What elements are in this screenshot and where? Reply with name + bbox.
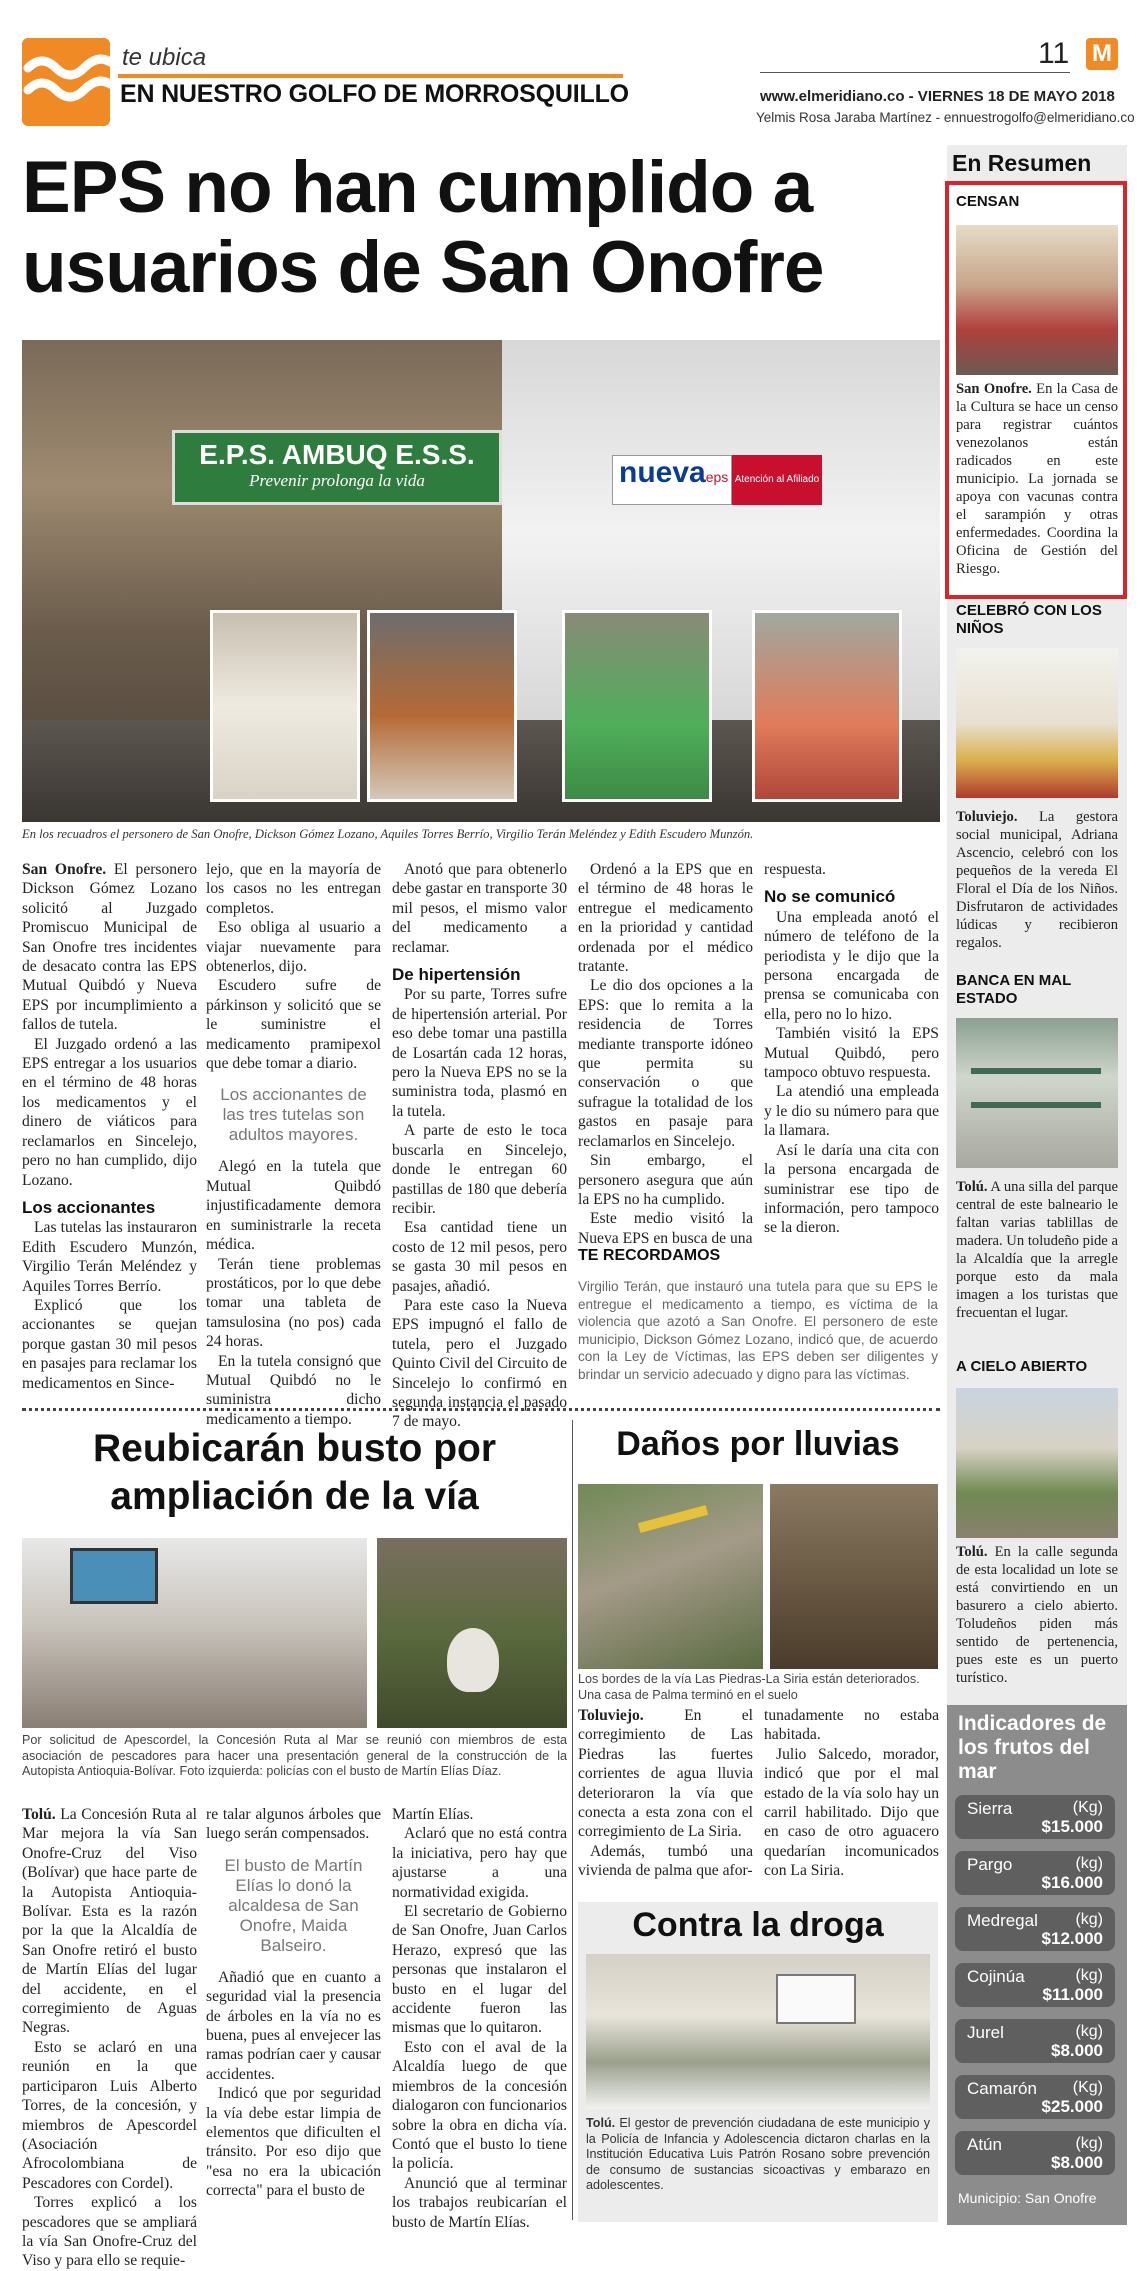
droga-caption-text: El gestor de prevención ciudadana de este municipio y la Policía de Infancia y Adolescencia dictaron charlas en la Institución Educativa Luis Patrón Rosano sobre prevención de consumo de sustancias sicoactivas y embarazo en adolescentes.	[586, 2116, 930, 2192]
ninos-text-body: La gestora social municipal, Adriana Ascencio, celebró con los pequeños de la vereda El Floral el Día de los Niños. Disfrutaron de actividades lúdicas y recibieron regalos.	[956, 809, 1118, 951]
eps-sign-text: E.P.S. AMBUQ E.S.S.	[199, 439, 475, 470]
busto-headline-line-2: ampliación de la vía	[110, 1475, 479, 1518]
section-small-label: te ubica	[122, 44, 207, 71]
pull-quote: Los accionantes de las tres tutelas son adultos mayores.	[220, 1085, 367, 1145]
indicador-price: $8.000	[1051, 2041, 1103, 2060]
indicador-price: $25.000	[1041, 2097, 1103, 2116]
dateline: Tolú.	[22, 1806, 56, 1823]
waves-icon	[22, 38, 110, 126]
paragraph: Ordenó a la EPS que en el término de 48 horas le entregue el medicamento en la prioridad y cantidad ordenada por el médico tratante.	[578, 861, 753, 976]
paragraph: Martín Elías.	[392, 1806, 474, 1823]
author-email: Yelmis Rosa Jaraba Martínez - ennuestrogolfo@elmeridiano.co	[756, 110, 1135, 125]
municipio-label: Municipio: San Onofre	[958, 2190, 1097, 2206]
paragraph: Este medio visitó la Nueva EPS en busca de una	[578, 1210, 753, 1247]
lluvias-column-1	[578, 1706, 753, 1881]
main-column-4	[578, 860, 753, 1248]
paragraph: Julio Salcedo, morador, indicó que por el mal estado de la vía solo hay un carril habilitado. Dijo que en caso de otro aguacero quedarían incomunicados con La Siria.	[764, 1745, 939, 1880]
indicador-price: $12.000	[1041, 1929, 1103, 1948]
banca-text	[956, 1178, 1118, 1322]
indicador-price: $8.000	[1051, 2153, 1103, 2172]
paragraph: Añadió que en cuanto a seguridad vial la presencia de árboles en la vía no es buena, pues al envejecer las ramas podrían caer y causar accidentes.	[206, 1968, 381, 2083]
paragraph: Anotó que para obtenerlo debe gastar en transporte 30 mil pesos, el mismo valor del medicamento a reclamar.	[392, 861, 567, 956]
dateline: Tolú.	[956, 1179, 988, 1195]
inset-virgilio	[562, 610, 712, 802]
indicador-row	[955, 2075, 1115, 2119]
eps-sign	[172, 430, 502, 505]
censan-text-body: En la Casa de la Cultura se hace un censo para registrar cuántos venezolanos están radicados en este municipio. La jornada se apoya con vacunas contra el sarampión y otras enfermedades. Coordina la Oficina de Gestión del Riesgo.	[956, 381, 1118, 577]
indicador-unit: (kg)	[1075, 2023, 1103, 2040]
indicador-name: Medregal	[967, 1911, 1038, 1930]
droga-caption	[586, 2116, 930, 2194]
paragraph: Sin embargo, el personero asegura que aún la EPS no ha cumplido.	[578, 1152, 753, 1208]
indicador-name: Camarón	[967, 2079, 1037, 2098]
page-number: 11	[1038, 37, 1070, 70]
paragraph: Así le daría una cita con la persona encargada de suministrar ese tipo de información, pero tampoco se la dieron.	[764, 1141, 939, 1237]
indicador-name: Sierra	[967, 1799, 1013, 1818]
headline-line-2: usuarios de San Onofre	[22, 227, 824, 308]
main-column-3	[392, 860, 567, 1432]
indicadores-title: Indicadores de los frutos del mar	[958, 1712, 1107, 1783]
indicador-name: Jurel	[967, 2023, 1004, 2042]
main-photo-caption: En los recuadros el personero de San Onofre, Dickson Gómez Lozano, Aquiles Torres Berrío, Virgilio Terán Meléndez y Edith Escudero Munzón.	[22, 827, 754, 841]
paragraph	[22, 860, 197, 1035]
column-divider	[572, 1420, 573, 2220]
lluvias-column-2	[764, 1706, 939, 1881]
main-headline	[22, 148, 823, 308]
paragraph: Esto se aclaró en una reunión en la que participaron Luis Alberto Torres, de la concesión, y miembros de Apescordel (Asociación Afrocolombiana de Pescadores con Cordel).	[22, 2038, 197, 2192]
indicador-row	[955, 1795, 1115, 1839]
nueva-sign-eps: eps	[705, 469, 729, 485]
dateline: Tolú.	[956, 1544, 988, 1560]
paragraph: Esa cantidad tiene un costo de 12 mil pesos, pero se gasta 30 mil pesos en pasajes, añadió.	[392, 1219, 567, 1295]
indicador-row	[955, 1851, 1115, 1895]
paragraph: Además, tumbó una vivienda de palma que afor-	[578, 1842, 753, 1880]
paragraph: Esto con el aval de la Alcaldía luego de que miembros de la concesión dialogaron con funcionarios sobre la obra en dicha vía. Contó que el busto lo tiene la policía.	[392, 2038, 567, 2173]
paragraph: Terán tiene problemas prostáticos, por lo que debe tomar una tableta de tamsulosina (no pos) cada 24 horas.	[206, 1255, 381, 1351]
section-logo	[22, 38, 110, 126]
ninos-heading: CELEBRÓ CON LOS NIÑOS	[956, 602, 1102, 637]
paragraph: Aclaró que no está contra la iniciativa, pero hay que ajustarse a una normatividad exigida.	[392, 1825, 567, 1901]
cielo-heading: A CIELO ABIERTO	[956, 1358, 1088, 1375]
indicador-row	[955, 2131, 1115, 2175]
paragraph: re talar algunos árboles que luego serán compensados.	[206, 1806, 381, 1843]
indicador-unit: (kg)	[1075, 2135, 1103, 2152]
indicador-row	[955, 1963, 1115, 2007]
lluvias-photo-house	[770, 1484, 938, 1669]
paragraph: Para este caso la Nueva EPS impugnó el fallo de tutela, pero el Juzgado Quinto Civil del Circuito de Sincelejo lo confirmó en segunda instancia el pasado 7 de mayo.	[392, 1296, 567, 1431]
paragraph: Anunció que al terminar los trabajos reubicarían el busto de Martín Elías.	[392, 2174, 567, 2231]
banca-text-body: A una silla del parque central de este balneario le faltan varias tablillas de madera. Un toludeño pide a la Alcaldía que la arregle porque esto da mala imagen a los turistas que frecuentan el lugar.	[956, 1179, 1118, 1321]
busto-headline-line-1: Reubicarán busto por	[92, 1427, 497, 1470]
subheading: No se comunicó	[764, 887, 896, 907]
paragraph: Una empleada anotó el número de teléfono de la periodista y le dijo que la persona encargada de prensa se comunicaba con ella, pero no lo hizo.	[764, 908, 939, 1023]
paragraph: Explicó que los accionantes se quejan porque gastan 30 mil pesos en pasajes para reclamar los medicamentos en Since-	[22, 1296, 197, 1392]
brand-logo	[1086, 38, 1118, 70]
lluvias-photo-road	[578, 1484, 763, 1669]
screen	[70, 1548, 158, 1604]
indicador-unit: (Kg)	[1072, 2079, 1103, 2096]
site-date: www.elmeridiano.co - VIERNES 18 DE MAYO 2018	[760, 88, 1115, 105]
indicador-name: Cojinúa	[967, 1967, 1025, 1986]
censan-heading: CENSAN	[956, 193, 1020, 210]
attention-sign-text: Atención al Afiliado	[734, 474, 820, 485]
busto-photo-police	[377, 1538, 567, 1728]
road-barrier	[638, 1505, 708, 1533]
recordamos-text: Virgilio Terán, que instauró una tutela para que su EPS le entregue el medicamento a tiempo, es víctima de la violencia que azotó a San Onofre. El personero de este municipio, Dickson Gómez Lozano, indicó que, de acuerdo con la Ley de Víctimas, las EPS deben ser diligentes y brindar un servicio adecuado y digno para las víctimas.	[578, 1279, 938, 1382]
busto-column-2	[206, 1805, 381, 2201]
paragraph	[22, 1805, 197, 2038]
paragraph-text: La Concesión Ruta al Mar mejora la vía San Onofre-Cruz del Viso (Bolívar) que hace parte de la Autopista Antioquia-Bolívar. Esta es la razón por la que la Alcaldía de San Onofre retiró el busto de Martín Elías del lugar del accidente, en el corregimiento de Aguas Negras.	[22, 1806, 197, 2037]
droga-photo	[586, 1954, 930, 2109]
lluvias-headline: Daños por lluvias	[616, 1425, 900, 1463]
main-column-2	[206, 860, 381, 1429]
bench	[971, 1068, 1101, 1108]
dateline: Toluviejo.	[956, 809, 1018, 825]
paragraph: En la tutela consignó que Mutual Quibdó no le suministra dicho medicamento a tiempo.	[206, 1352, 381, 1428]
indicador-price: $11.000	[1042, 1985, 1103, 2004]
nueva-eps-sign	[612, 455, 732, 505]
paragraph-text: En el corregimiento de Las Piedras las fuertes corrientes de agua lluvia deterioraron la vía que conecta a esta zona con el corregimiento de La Siria.	[578, 1707, 753, 1841]
indicador-name: Pargo	[967, 1855, 1013, 1874]
section-divider	[22, 1408, 940, 1411]
indicador-unit: (kg)	[1075, 1911, 1103, 1928]
dateline: San Onofre.	[22, 861, 107, 878]
eps-sign-slogan: Prevenir prolonga la vida	[249, 471, 425, 490]
busto-headline	[22, 1425, 567, 1521]
whiteboard	[776, 1974, 856, 2024]
paragraph: Eso obliga al usuario a viajar nuevamente para obtenerlos, dijo.	[206, 919, 381, 976]
indicador-row	[955, 1907, 1115, 1951]
busto-column-1	[22, 1805, 197, 2271]
inset-aquiles	[367, 610, 517, 802]
section-rule	[118, 74, 623, 78]
section-title: EN NUESTRO GOLFO DE MORROSQUILLO	[120, 80, 629, 108]
pull-quote: El busto de Martín Elías lo donó la alcaldesa de San Onofre, Maida Balseiro.	[224, 1855, 363, 1955]
main-column-1	[22, 860, 197, 1393]
paragraph: lejo, que en la mayoría de los casos no les entregan completos.	[206, 861, 381, 917]
paragraph	[578, 1706, 753, 1842]
censan-photo	[956, 225, 1118, 375]
inset-personero	[210, 610, 360, 802]
paragraph: El secretario de Gobierno de San Onofre, Juan Carlos Herazo, expresó que las personas que instalaron el busto en el lugar del accidente fueron las mismas que lo quitaron.	[392, 1903, 567, 2037]
dateline: Tolú.	[586, 2116, 616, 2130]
paragraph: tunadamente no estaba habitada.	[764, 1707, 939, 1744]
paragraph: Torres explicó a los pescadores que se ampliará la vía San Onofre-Cruz del Viso y para ello se requie-	[22, 2194, 197, 2270]
paragraph-text: El personero Dickson Gómez Lozano solicitó al Juzgado Promiscuo Municipal de San Onofre tres incidentes de desacato contra las EPS Mutual Quibdó y Nueva EPS por incumplimiento a fallos de tutela.	[22, 861, 198, 1034]
indicador-price: $16.000	[1041, 1873, 1103, 1892]
censan-text	[956, 380, 1118, 578]
main-column-5	[764, 860, 939, 1238]
busto-caption: Por solicitud de Apescordel, la Concesión Ruta al Mar se reunió con miembros de esta asociación de pescadores para hacer una presentación general de la construcción de la Autopista Antioquia-Bolívar. Foto izquierda: policías con el busto de Martín Elías Díaz.	[22, 1733, 567, 1778]
paragraph: El Juzgado ordenó a las EPS entregar a los usuarios en el término de 48 horas los medicamentos y el dinero de viáticos para reclamarlos en Sincelejo, pero no han cumplido, dijo Lozano.	[22, 1035, 197, 1189]
subheading: De hipertensión	[392, 965, 521, 985]
indicador-price: $15.000	[1041, 1817, 1103, 1836]
indicador-unit: (Kg)	[1072, 1799, 1103, 1816]
paragraph: Escudero sufre de párkinson y solicitó que se le suministre el medicamento pramipexol que debe tomar a diario.	[206, 977, 381, 1073]
header-rule	[760, 72, 1070, 73]
paragraph: También visitó la EPS Mutual Quibdó, pero tampoco obtuvo respuesta.	[764, 1025, 939, 1082]
headline-line-1: EPS no han cumplido a	[22, 147, 813, 228]
paragraph: Le dio dos opciones a la EPS: que lo remita a la residencia de Torres mediante transporte idóneo que permita su conservación o que sufrague la totalidad de los gastos en pasaje para reclamarlos en Sincelejo.	[578, 977, 753, 1150]
indicador-unit: (kg)	[1075, 1855, 1103, 1872]
cielo-text-body: En la calle segunda de esta localidad un lote se está convirtiendo en un basurero a cielo abierto. Toludeños piden más sentido de pertenencia, pues este es un puerto turístico.	[956, 1544, 1118, 1686]
subheading: Los accionantes	[22, 1197, 156, 1217]
indicador-row	[955, 2019, 1115, 2063]
ninos-text	[956, 808, 1118, 952]
paragraph: respuesta.	[764, 861, 826, 878]
paragraph: A parte de esto le toca buscarla en Sincelejo, donde le entregan 60 pastillas de 180 que debería recibir.	[392, 1122, 567, 1217]
nueva-sign-text: nueva	[619, 456, 706, 489]
bust	[447, 1628, 499, 1692]
banca-heading: BANCA EN MAL ESTADO	[956, 972, 1071, 1007]
sidebar-title: En Resumen	[952, 150, 1092, 176]
cielo-photo	[956, 1388, 1118, 1538]
droga-headline: Contra la droga	[632, 1906, 884, 1944]
busto-photo-meeting	[22, 1538, 367, 1728]
indicador-name: Atún	[967, 2135, 1002, 2154]
main-photo	[22, 340, 940, 822]
paragraph: La atendió una empleada y le dio su número para que la llamara.	[764, 1083, 939, 1140]
recordamos-title: TE RECORDAMOS	[578, 1247, 721, 1264]
ninos-photo	[956, 648, 1118, 798]
paragraph: Las tutelas las instauraron Edith Escudero Munzón, Virgilio Terán Meléndez y Aquiles Torres Berrío.	[22, 1219, 197, 1295]
dateline: Toluviejo.	[578, 1707, 644, 1724]
banca-photo	[956, 1018, 1118, 1168]
paragraph: Indicó que por seguridad la vía debe estar limpia de elementos que dificulten el tránsito. Por eso dijo que "esa no era la ubicación correcta" para el busto de	[206, 2085, 381, 2200]
lluvias-caption: Los bordes de la vía Las Piedras-La Siria están deteriorados. Una casa de Palma terminó en el suelo	[578, 1672, 920, 1702]
busto-column-3	[392, 1805, 567, 2232]
paragraph: Por su parte, Torres sufre de hipertensión arterial. Por eso debe tomar una pastilla de Losartán cada 12 horas, pero la Nueva EPS no se la suministra toda, plasmó en la tutela.	[392, 986, 567, 1120]
attention-sign	[732, 455, 822, 505]
cielo-text	[956, 1543, 1118, 1687]
indicador-unit: (kg)	[1075, 1967, 1103, 1984]
inset-edith	[752, 610, 902, 802]
brand-letter: M	[1092, 40, 1112, 67]
paragraph: Alegó en la tutela que Mutual Quibdó injustificadamente demora en suministrarle la receta médica.	[206, 1158, 381, 1254]
dateline: San Onofre.	[956, 381, 1032, 397]
